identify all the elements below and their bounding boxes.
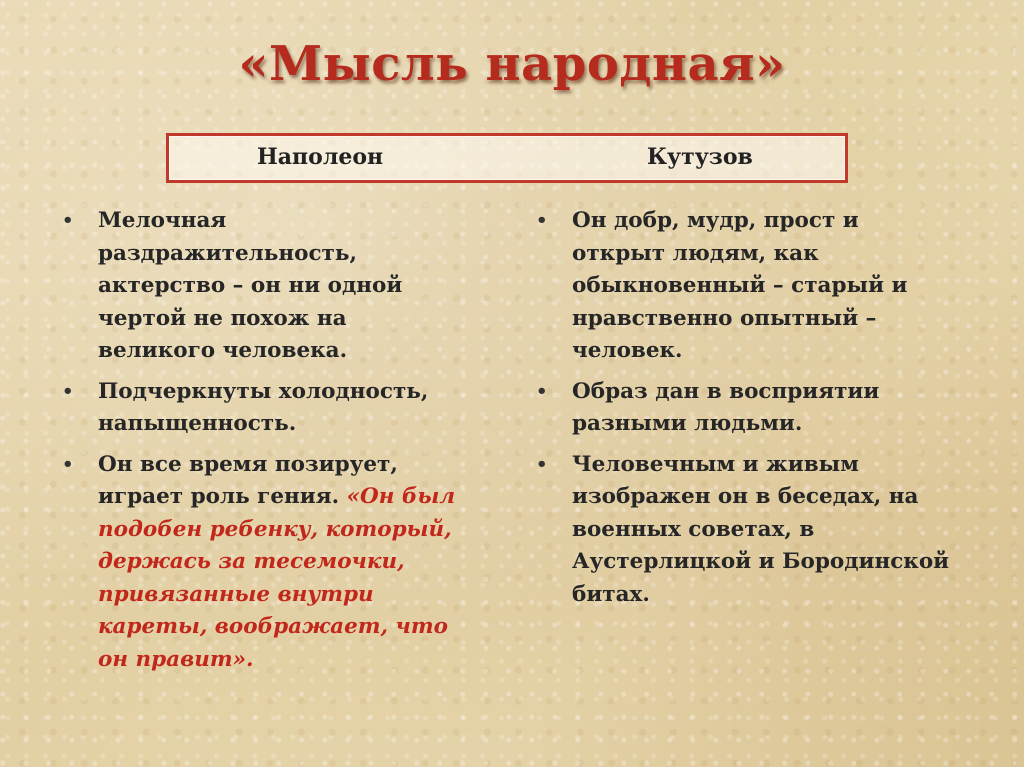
item-text: Человечным и живым изображен он в беседах, на военных советах, в Аустерлицкой и Бородинской битах. [572,451,950,607]
slide-title: «Мысль народная» [238,36,786,92]
item-text: Образ дан в восприятии разными людьми. [572,378,880,436]
header-kutuzov: Кутузов [647,144,753,170]
list-item [536,376,956,441]
item-text: Подчеркнуты холодность, напыщенность. [98,378,429,436]
bullet-icon: • [536,380,548,402]
kutuzov-list [536,205,956,619]
item-text: Мелочная раздражительность, актерство – он ни одной чертой не похож на великого человека. [98,208,403,363]
item-text: Он добр, мудр, прост и открыт людям, как обыкновенный – старый и нравственно опытный – человек. [572,208,908,363]
bullet-icon: • [62,210,74,231]
list-item [62,449,462,677]
header-napoleon: Наполеон [257,144,384,170]
list-item [62,376,462,441]
bullet-icon: • [62,453,74,475]
tolstoy-quote: «Он был подобен ребенку, который, держась за тесемочки, привязанные внутри кареты, воображает, что он правит». [98,484,456,672]
comparison-header [166,133,848,183]
list-item [62,205,462,368]
list-item [536,205,956,368]
bullet-icon: • [536,453,548,475]
list-item [536,449,956,612]
bullet-icon: • [536,210,548,231]
napoleon-list [62,205,462,684]
item-text: Он все время позирует, играет роль гения. [98,451,398,509]
bullet-icon: • [62,380,74,402]
